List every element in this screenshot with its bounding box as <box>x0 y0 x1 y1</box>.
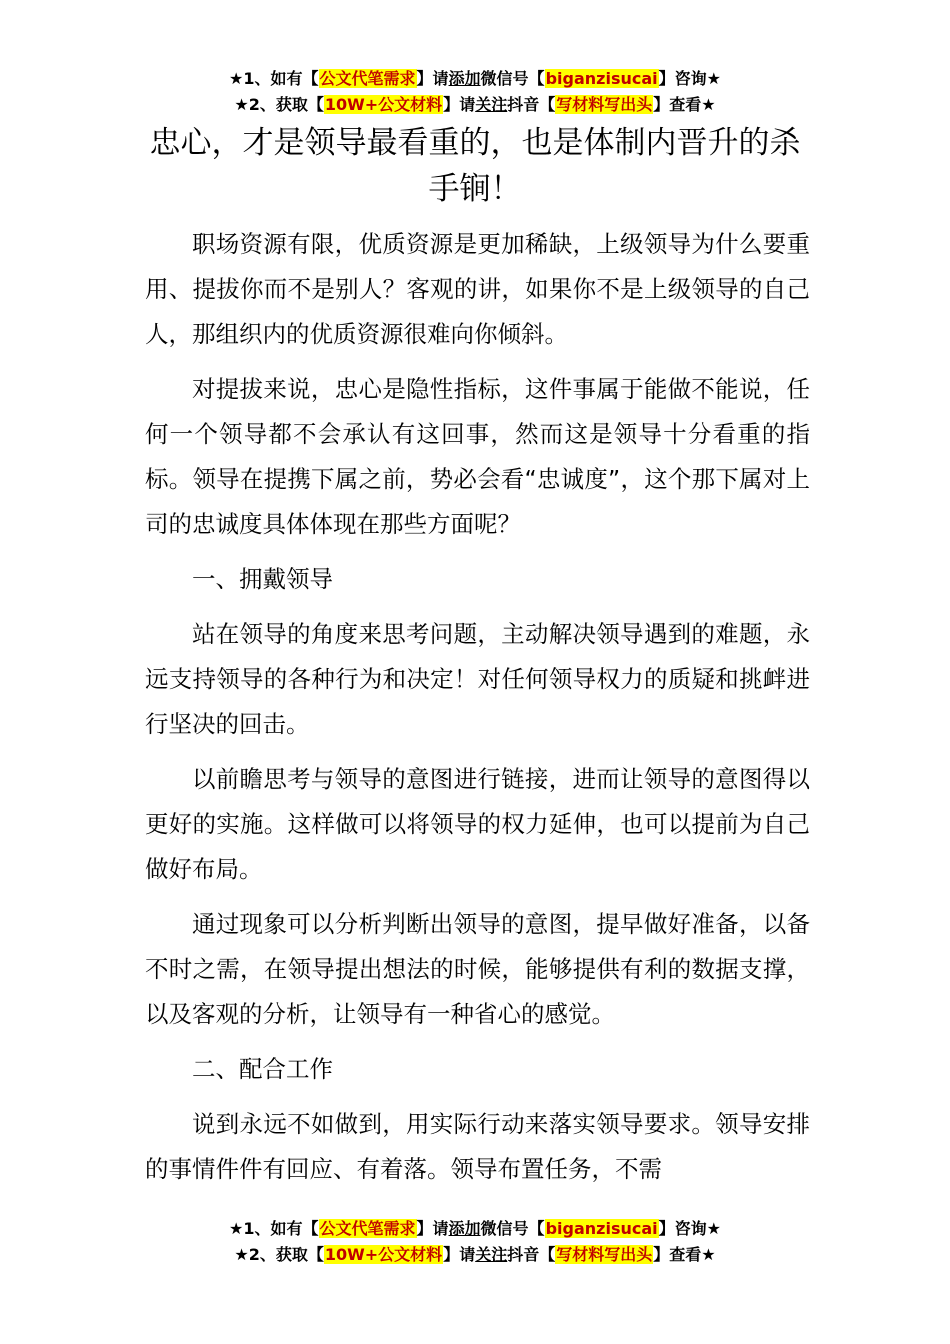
section-heading: 一、拥戴领导 <box>192 565 333 593</box>
banner-highlight: biganzisucai <box>545 69 658 88</box>
banner-highlight: 10W+公文材料 <box>324 1245 443 1264</box>
banner-text: ★2、获取【 <box>234 95 324 114</box>
banner-text: 】咨询★ <box>658 69 721 88</box>
paragraph: 说到永远不如做到，用实际行动来落实领导要求。领导安排的事情件件有回应、有着落。领导布置任务，不需 <box>145 1110 810 1183</box>
banner-highlight: 公文代笔需求 <box>319 1219 416 1238</box>
banner-text: ★2、获取【 <box>234 1245 324 1264</box>
header-banner <box>0 66 950 118</box>
banner-text: ★1、如有【 <box>229 69 319 88</box>
banner-text: 】请 <box>416 1219 449 1238</box>
banner-underlined-text: 关注 <box>475 95 508 114</box>
banner-line-1 <box>0 66 950 92</box>
banner-highlight: 写材料写出头 <box>556 95 653 114</box>
banner-underlined-text: 关注 <box>475 1245 508 1264</box>
banner-highlight: 写材料写出头 <box>556 1245 653 1264</box>
paragraph: 职场资源有限，优质资源是更加稀缺，上级领导为什么要重用、提拔你而不是别人？客观的讲，如果你不是上级领导的自己人，那组织内的优质资源很难向你倾斜。 <box>145 230 810 348</box>
banner-underlined-text: 添加 <box>448 69 481 88</box>
banner-line-2 <box>0 92 950 118</box>
paragraph: 对提拔来说，忠心是隐性指标，这件事属于能做不能说，任何一个领导都不会承认有这回事，然而这是领导十分看重的指标。领导在提携下属之前，势必会看“忠诚度”，这个那下属对上司的忠诚度具体体现在那些方面呢？ <box>145 375 810 538</box>
banner-highlight: 10W+公文材料 <box>324 95 443 114</box>
banner-text: 】请 <box>416 69 449 88</box>
banner-text: ★1、如有【 <box>229 1219 319 1238</box>
paragraph: 站在领导的角度来思考问题，主动解决领导遇到的难题，永远支持领导的各种行为和决定！对任何领导权力的质疑和挑衅进行坚决的回击。 <box>145 620 810 738</box>
banner-highlight: biganzisucai <box>545 1219 658 1238</box>
banner-underlined-text: 添加 <box>448 1219 481 1238</box>
banner-text: 微信号【 <box>480 69 545 88</box>
banner-text: 】请 <box>443 95 476 114</box>
document-title: 忠心，才是领导最看重的，也是体制内晋升的杀手锏！ <box>149 125 801 207</box>
banner-text: 】请 <box>443 1245 476 1264</box>
paragraph: 以前瞻思考与领导的意图进行链接，进而让领导的意图得以更好的实施。这样做可以将领导的权力延伸，也可以提前为自己做好布局。 <box>145 765 810 883</box>
section-heading: 二、配合工作 <box>192 1055 333 1083</box>
banner-highlight: 公文代笔需求 <box>319 69 416 88</box>
banner-line-1 <box>0 1216 950 1242</box>
document-body <box>145 222 810 1202</box>
banner-text: 】查看★ <box>653 95 716 114</box>
footer-banner <box>0 1216 950 1268</box>
banner-text: 抖音【 <box>507 1245 556 1264</box>
banner-line-2 <box>0 1242 950 1268</box>
paragraph: 通过现象可以分析判断出领导的意图，提早做好准备，以备不时之需，在领导提出想法的时候，能够提供有利的数据支撑，以及客观的分析，让领导有一种省心的感觉。 <box>145 910 810 1028</box>
banner-text: 】查看★ <box>653 1245 716 1264</box>
banner-text: 微信号【 <box>480 1219 545 1238</box>
banner-text: 抖音【 <box>507 95 556 114</box>
banner-text: 】咨询★ <box>658 1219 721 1238</box>
